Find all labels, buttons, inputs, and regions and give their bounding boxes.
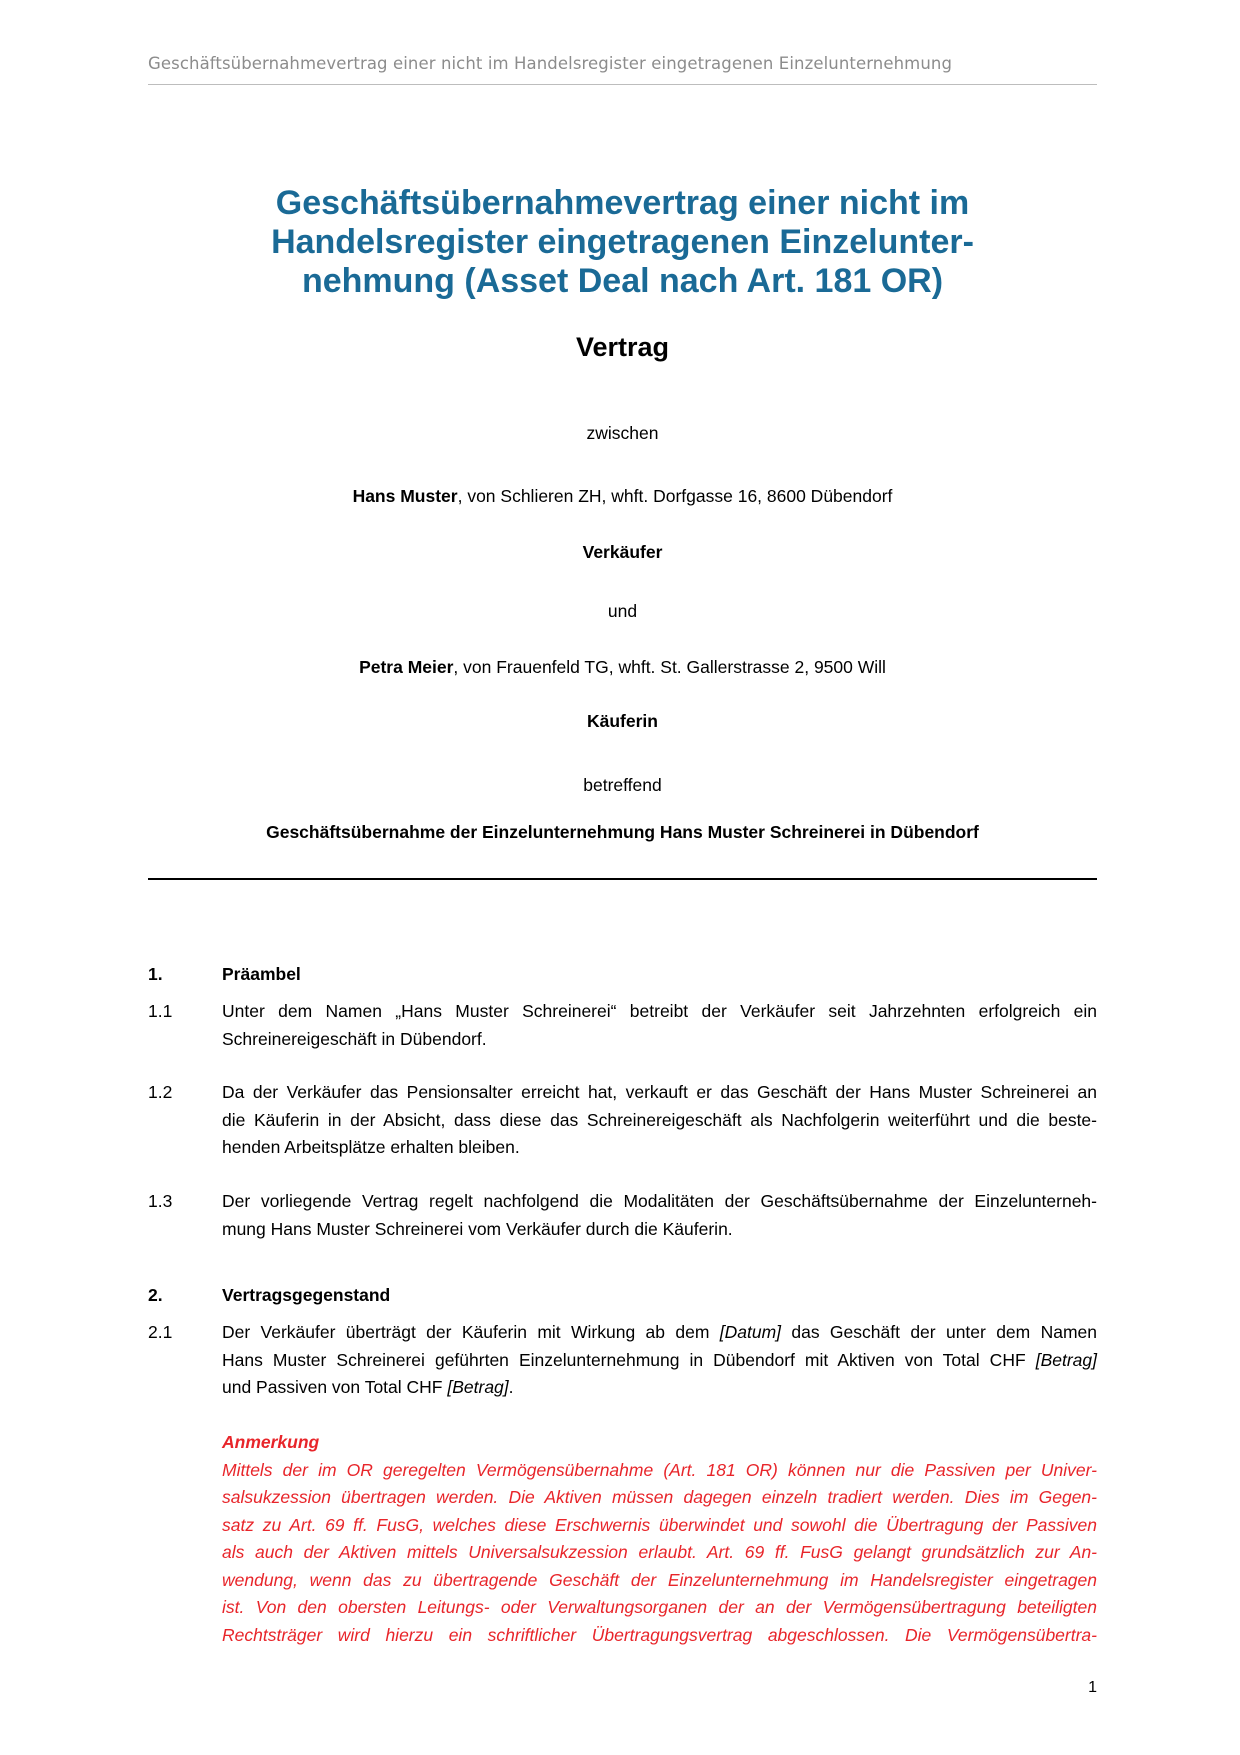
page-number: 1: [1088, 1679, 1097, 1696]
note-line: Rechtsträger wird hierzu ein schriftlicher Übertragungsvertrag abgeschlossen. Die Vermögensübertra-: [222, 1624, 1097, 1645]
buyer-details: , von Frauenfeld TG, whft. St. Gallerstrasse 2, 9500 Will: [453, 657, 886, 677]
seller-details: , von Schlieren ZH, whft. Dorfgasse 16, 8600 Dübendorf: [457, 486, 893, 506]
clause-line: henden Arbeitsplätze erhalten bleiben.: [222, 1137, 520, 1157]
note-line: satz zu Art. 69 ff. FusG, welches diese Erschwernis überwindet und sowohl die Übertragung der Passiven: [222, 1514, 1097, 1535]
concerning-label: betreffend: [583, 775, 662, 795]
seller-role: Verkäufer: [582, 542, 663, 562]
title-line-3: nehmung (Asset Deal nach Art. 181 OR): [301, 262, 944, 300]
title-block-divider: [148, 878, 1097, 880]
clause-line: Da der Verkäufer das Pensionsalter erreicht hat, verkauft er das Geschäft der Hans Muster Schreinerei an: [222, 1082, 1097, 1102]
clause-text: [222, 1079, 1097, 1162]
seller-name: Hans Muster: [352, 486, 458, 506]
assets-amount-placeholder: [Betrag]: [1035, 1349, 1097, 1370]
section-title: Präambel: [222, 964, 301, 984]
date-placeholder: [Datum]: [719, 1322, 782, 1342]
clause-line: mung Hans Muster Schreinerei vom Verkäufer durch die Käuferin.: [222, 1218, 733, 1239]
clause-line: und Passiven von Total CHF [Betrag].: [222, 1377, 514, 1397]
seller-line: [148, 485, 1097, 507]
title-line-1: Geschäftsübernahmevertrag einer nicht im: [275, 184, 970, 222]
note-line: ist. Von den obersten Leitungs- oder Verwaltungsorganen der an der Vermögensübertragung beteiligten: [222, 1597, 1097, 1617]
note-line: als auch der Aktiven mittels Universalsukzession erlaubt. Art. 69 ff. FusG gelangt grundsätzlich zur An-: [222, 1542, 1097, 1562]
liabilities-amount-placeholder: [Betrag]: [447, 1377, 509, 1397]
section-number: 1.: [148, 964, 163, 984]
clause-number: 1.1: [148, 1001, 173, 1021]
clause-text: [222, 1188, 1097, 1243]
contract-subject: Geschäftsübernahme der Einzelunternehmung Hans Muster Schreinerei in Dübendorf: [266, 822, 979, 842]
note-title: Anmerkung: [222, 1432, 320, 1452]
note-line: wendung, wenn das zu übertragende Geschäft der Einzelunternehmung im Handelsregister eingetragen: [222, 1569, 1097, 1590]
running-header: Geschäftsübernahmevertrag einer nicht im Handelsregister eingetragenen Einzelunternehmung: [148, 54, 953, 73]
header-divider: [148, 84, 1097, 85]
annotation-note: [222, 1429, 1097, 1649]
clause-line: Schreinereigeschäft in Dübendorf.: [222, 1028, 487, 1049]
clause-number: 1.2: [148, 1082, 173, 1102]
buyer-role: Käuferin: [587, 711, 658, 731]
section-title: Vertragsgegenstand: [222, 1285, 391, 1305]
clause-text: [222, 1319, 1097, 1402]
buyer-name: Petra Meier: [359, 657, 454, 677]
title-line-2: Handelsregister eingetragenen Einzelunter-: [271, 223, 974, 261]
clause-line: Unter dem Namen „Hans Muster Schreinerei“ betreibt der Verkäufer seit Jahrzehnten erfolgreich ein: [222, 1001, 1097, 1021]
buyer-line: [148, 656, 1097, 678]
section-number: 2.: [148, 1285, 163, 1305]
clause-number: 2.1: [148, 1322, 173, 1342]
clause-line: Der vorliegende Vertrag regelt nachfolgend die Modalitäten der Geschäftsübernahme der Einzelunterneh-: [222, 1191, 1097, 1211]
document-subtitle: Vertrag: [575, 332, 670, 362]
note-line: Mittels der im OR geregelten Vermögensübernahme (Art. 181 OR) können nur die Passiven per Univer-: [222, 1459, 1097, 1480]
clause-line: Der Verkäufer überträgt der Käuferin mit Wirkung ab dem [Datum] das Geschäft der unter dem Namen: [222, 1322, 1097, 1342]
between-label: zwischen: [586, 423, 659, 443]
clause-number: 1.3: [148, 1191, 173, 1211]
clause-line: Hans Muster Schreinerei geführten Einzelunternehmung in Dübendorf mit Aktiven von Total CHF [Betrag]: [222, 1349, 1097, 1370]
document-title: [148, 184, 1097, 301]
note-line: salsukzession übertragen werden. Die Aktiven müssen dagegen einzeln tradiert werden. Dies im Gegen-: [222, 1487, 1097, 1507]
and-label: und: [607, 601, 638, 621]
clause-text: [222, 998, 1097, 1053]
clause-line: die Käuferin in der Absicht, dass diese das Schreinereigeschäft als Nachfolgerin weiterführt und die beste-: [222, 1109, 1097, 1130]
